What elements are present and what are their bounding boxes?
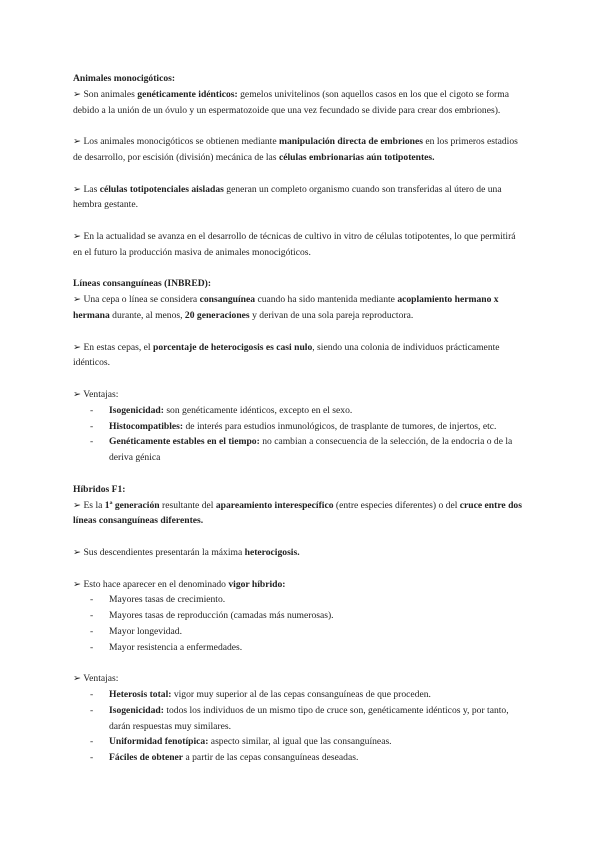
arrow-bullet-icon: ➢ [73, 294, 82, 306]
arrow-bullet-icon: ➢ [73, 136, 82, 148]
list-item: - Genéticamente estables en el tiempo: no cambian a consecuencia de la selección, de la endocria o de la deriva génica [73, 434, 523, 466]
list-item: - Isogenicidad: todos los individuos de un mismo tipo de cruce son, genéticamente idénticos y, por tanto, darán respuestas muy similares. [73, 703, 523, 735]
ventajas-list [73, 403, 523, 466]
section-title-monocigoticos: Animales monocigóticos: [73, 73, 176, 84]
ventajas-label: ➢ Ventajas: [73, 388, 119, 400]
arrow-bullet-icon: ➢ [73, 341, 82, 353]
ventajas-label: ➢ Ventajas: [73, 673, 119, 685]
list-item: - Mayor resistencia a enfermedades. [73, 640, 523, 656]
arrow-bullet-icon: ➢ [73, 230, 82, 242]
arrow-bullet-icon: ➢ [73, 546, 82, 558]
list-item: - Uniformidad fenotípica: aspecto similar, al igual que las consanguíneas. [73, 734, 523, 750]
list-item: - Mayores tasas de reproducción (camadas más numerosas). [73, 608, 523, 624]
arrow-bullet-icon: ➢ [73, 388, 82, 400]
paragraph: ➢ Es la 1ª generación resultante del apareamiento interespecífico (entre especies diferentes) o del cruce entre dos líneas consanguíneas diferentes. [73, 499, 522, 527]
paragraph: ➢ En la actualidad se avanza en el desarrollo de técnicas de cultivo in vitro de células totipotentes, lo que permitirá en el futuro la producción masiva de animales monocigóticos. [73, 230, 516, 258]
paragraph: ➢ Una cepa o línea se considera consanguínea cuando ha sido mantenida mediante acoplamiento hermano x hermana durante, al menos, 20 generaciones y derivan de una sola pareja reproductora. [73, 294, 499, 321]
paragraph: ➢ Sus descendientes presentarán la máxima heterocigosis. [73, 546, 300, 558]
list-item: - Fáciles de obtener a partir de las cepas consanguíneas deseadas. [73, 750, 523, 766]
ventajas-list [73, 687, 523, 766]
arrow-bullet-icon: ➢ [73, 673, 82, 685]
paragraph: ➢ Son animales genéticamente idénticos: gemelos univitelinos (son aquellos casos en los que el cigoto se forma debido a la unión de un óvulo y un espermatozoide que una vez fecundado se divide para crear dos embriones). [73, 88, 509, 116]
arrow-bullet-icon: ➢ [73, 88, 82, 100]
paragraph: ➢ En estas cepas, el porcentaje de heterocigosis es casi nulo, siendo una colonia de individuos prácticamente idénticos. [73, 341, 500, 369]
list-item: - Mayor longevidad. [73, 624, 523, 640]
arrow-bullet-icon: ➢ [73, 578, 82, 590]
list-item: - Mayores tasas de crecimiento. [73, 592, 523, 608]
paragraph: ➢ Las células totipotenciales aisladas generan un completo organismo cuando son transferidas al útero de una hembra gestante. [73, 183, 502, 211]
paragraph: ➢ Los animales monocigóticos se obtienen mediante manipulación directa de embriones en los primeros estadios de desarrollo, por escisión (división) mecánica de las células embrionarias aún totipotentes. [73, 136, 518, 163]
paragraph: ➢ Esto hace aparecer en el denominado vigor híbrido: [73, 578, 286, 590]
document-page [73, 71, 523, 766]
arrow-bullet-icon: ➢ [73, 499, 82, 511]
section-title-lineas-consanguineas: Líneas consanguíneas (INBRED): [73, 278, 212, 290]
vigor-list [73, 592, 523, 655]
list-item: - Isogenicidad: son genéticamente idénticos, excepto en el sexo. [73, 403, 523, 419]
section-title-hibridos: Híbridos F1: [73, 483, 126, 495]
list-item: - Histocompatibles: de interés para estudios inmunológicos, de trasplante de tumores, de injertos, etc. [73, 419, 523, 435]
arrow-bullet-icon: ➢ [73, 183, 82, 195]
list-item: - Heterosis total: vigor muy superior al de las cepas consanguíneas de que proceden. [73, 687, 523, 703]
